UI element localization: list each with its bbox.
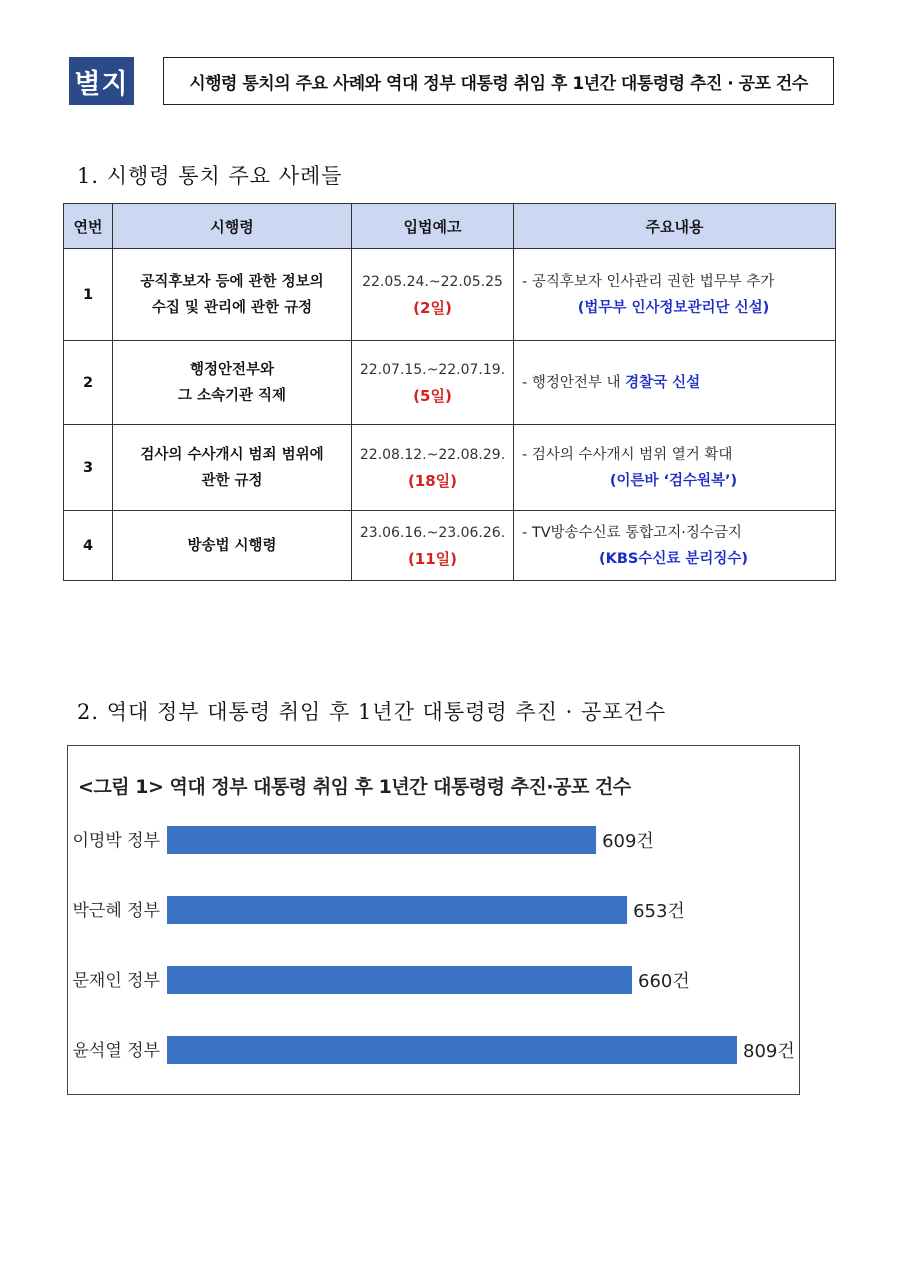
main-content (514, 425, 836, 511)
bar (167, 826, 596, 854)
decree-name (113, 511, 352, 581)
decree-name (113, 341, 352, 425)
decree-name-line: 방송법 시행령 (187, 537, 277, 554)
content-highlight: (법무부 인사정보관리단 신설) (577, 299, 770, 316)
notice-period (352, 511, 514, 581)
table-row (64, 425, 836, 511)
table-header-row (64, 204, 836, 249)
notice-dates: 22.05.24.~22.05.25 (362, 273, 503, 290)
row-number: 2 (64, 341, 113, 425)
row-number: 1 (64, 249, 113, 341)
value-label: 653건 (633, 901, 685, 922)
main-content (514, 249, 836, 341)
bar (167, 1036, 737, 1064)
value-label: 660건 (638, 971, 690, 992)
notice-dates: 22.08.12.~22.08.29. (359, 446, 506, 463)
decree-name (113, 249, 352, 341)
decree-name (113, 425, 352, 511)
table-row (64, 249, 836, 341)
content-line: - TV방송수신료 통합고지·징수금지 (522, 524, 742, 541)
decree-name-line: 공직후보자 등에 관한 정보의 (140, 273, 324, 290)
bar (167, 966, 632, 994)
decree-name-line: 그 소속기관 직제 (177, 387, 287, 404)
content-highlight: 경찰국 신설 (625, 374, 701, 391)
column-header-decree: 시행령 (113, 204, 352, 249)
document-title: 시행령 통치의 주요 사례와 역대 정부 대통령 취임 후 1년간 대통령령 추진 · 공포 건수 (163, 57, 834, 105)
main-content (514, 341, 836, 425)
notice-period (352, 425, 514, 511)
content-highlight: (KBS수신료 분리징수) (598, 550, 749, 567)
row-number: 3 (64, 425, 113, 511)
section2-heading: 2. 역대 정부 대통령 취임 후 1년간 대통령령 추진 · 공포건수 (77, 700, 667, 724)
bar (167, 896, 627, 924)
decree-count-chart (67, 745, 800, 1095)
category-label: 윤석열 정부 (72, 1041, 160, 1061)
decree-name-line: 행정안전부와 (189, 361, 275, 378)
category-label: 이명박 정부 (72, 831, 160, 851)
category-label: 박근혜 정부 (72, 901, 160, 921)
notice-days: (11일) (407, 549, 458, 568)
chart-title: <그림 1> 역대 정부 대통령 취임 후 1년간 대통령령 추진·공포 건수 (78, 776, 631, 798)
content-line: - 검사의 수사개시 범위 열거 확대 (522, 446, 733, 463)
value-label: 609건 (602, 831, 654, 852)
row-number: 4 (64, 511, 113, 581)
notice-period (352, 249, 514, 341)
column-header-notice: 입법예고 (352, 204, 514, 249)
content-line: - 행정안전부 내 (522, 374, 626, 391)
notice-period (352, 341, 514, 425)
bar-chart-canvas (68, 746, 801, 1096)
decree-cases-table (63, 203, 836, 581)
table-row (64, 341, 836, 425)
table-row (64, 511, 836, 581)
column-header-content: 주요내용 (514, 204, 836, 249)
section1-heading: 1. 시행령 통치 주요 사례들 (77, 164, 343, 188)
content-highlight: (이른바 ‘검수원복’) (609, 472, 738, 489)
appendix-badge: 별지 (69, 57, 134, 105)
notice-days: (2일) (413, 298, 452, 317)
notice-days: (5일) (413, 386, 452, 405)
content-line: - 공직후보자 인사관리 권한 법무부 추가 (522, 273, 775, 290)
notice-dates: 23.06.16.~23.06.26. (359, 524, 506, 541)
category-label: 문재인 정부 (72, 971, 160, 991)
decree-name-line: 검사의 수사개시 범죄 범위에 (140, 446, 324, 463)
notice-dates: 22.07.15.~22.07.19. (359, 361, 506, 378)
decree-name-line: 수집 및 관리에 관한 규정 (151, 299, 313, 316)
value-label: 809건 (743, 1041, 795, 1062)
column-header-no: 연번 (64, 204, 113, 249)
notice-days: (18일) (407, 471, 458, 490)
decree-name-line: 관한 규정 (201, 472, 263, 489)
main-content (514, 511, 836, 581)
